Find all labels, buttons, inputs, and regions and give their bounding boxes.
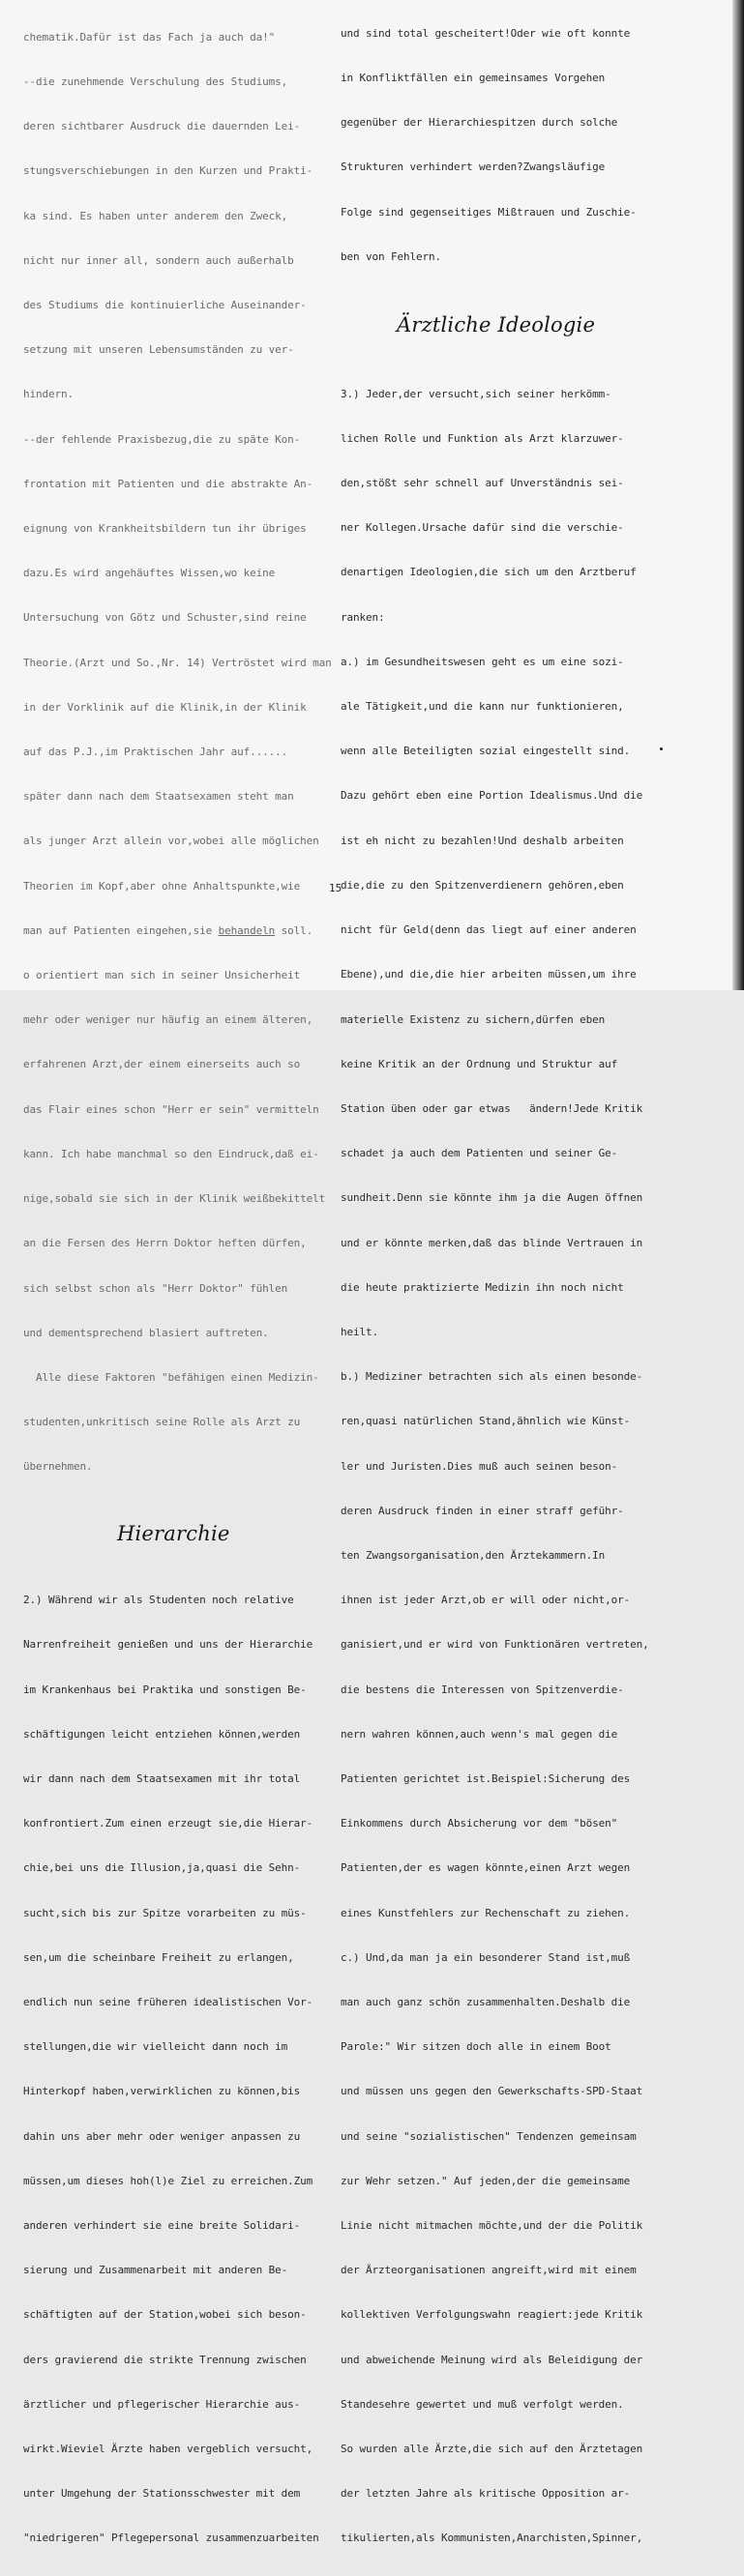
- text-line: sierung und Zusammenarbeit mit anderen Be-: [23, 2264, 288, 2277]
- text-line: Parole:" Wir sitzen doch alle in einem Boot: [341, 2040, 611, 2054]
- text-line: Ebene),und die,die hier arbeiten müssen,um ihre: [341, 968, 637, 981]
- text-line: wirkt.Wieviel Ärzte haben vergeblich versucht,: [23, 2443, 313, 2455]
- text-line: dazu.Es wird angehäuftes Wissen,wo keine: [23, 567, 276, 580]
- text-line: schäftigungen leicht entziehen können,werden: [23, 1727, 301, 1741]
- text-line: tikulierten,als Kommunisten,Anarchisten,Spinner,: [341, 2532, 643, 2545]
- text-line: erfahrenen Arzt,der einem einerseits auch so: [23, 1058, 301, 1071]
- text-line: heilt.: [341, 1325, 379, 1338]
- text-line: an die Fersen des Herrn Doktor heften dürfen,: [23, 1237, 307, 1250]
- text-line: anderen verhindert sie eine breite Solidari-: [23, 2218, 301, 2232]
- text-line: Station üben oder gar etwas ändern!Jede Kritik: [341, 1101, 643, 1115]
- text-line: der Ärzteorganisationen angreift,wird mit einem: [341, 2264, 637, 2277]
- text-line: studenten,unkritisch seine Rolle als Arzt zu: [23, 1416, 301, 1429]
- text-line: stungsverschiebungen in den Kurzen und Prakti-: [23, 164, 313, 178]
- text-line: 3.) Jeder,der versucht,sich seiner herkömm-: [341, 387, 611, 400]
- left-column: [23, 0, 332, 2576]
- text-line: konfrontiert.Zum einen erzeugt sie,die Hierar-: [23, 1817, 313, 1830]
- text-line: zur Wehr setzen." Auf jeden,der die gemeinsame: [341, 2174, 631, 2187]
- text-line: in der Vorklinik auf die Klinik,in der Klinik: [23, 700, 307, 714]
- text-line: Hinterkopf haben,verwirklichen zu können,bis: [23, 2085, 301, 2098]
- text-line: --die zunehmende Verschulung des Studiums,: [23, 75, 288, 89]
- text-line: schadet ja auch dem Patienten und seiner Ge-: [341, 1147, 618, 1160]
- text-line: chematik.Dafür ist das Fach ja auch da!": [23, 30, 276, 44]
- text-line: So wurden alle Ärzte,die sich auf den Ärztetagen: [341, 2443, 643, 2455]
- text-line: materielle Existenz zu sichern,dürfen eben: [341, 1012, 606, 1026]
- text-line: nicht nur inner all, sondern auch außerhalb: [23, 253, 294, 267]
- text-line: Einkommens durch Absicherung vor dem "bösen": [341, 1817, 618, 1830]
- text-line: übernehmen.: [23, 1460, 93, 1474]
- text-line: ler und Juristen.Dies muß auch seinen beson-: [341, 1459, 618, 1473]
- text-line: deren sichtbarer Ausdruck die dauernden Lei-: [23, 120, 301, 133]
- text-line: sundheit.Denn sie könnte ihm ja die Augen öffnen: [341, 1191, 643, 1205]
- text-line: Untersuchung von Götz und Schuster,sind reine: [23, 611, 307, 625]
- section-heading-hierarchie: Hierarchie: [117, 1521, 230, 1545]
- text-line: man auch ganz schön zusammenhalten.Deshalb die: [341, 1995, 631, 2008]
- text-line-behandeln: [23, 923, 329, 938]
- text-line: dahin uns aber mehr oder weniger anpassen zu: [23, 2129, 301, 2143]
- text-line: und seine "sozialistischen" Tendenzen gemeinsam: [341, 2129, 637, 2143]
- text-line: nicht für Geld(denn das liegt auf einer anderen: [341, 923, 637, 937]
- text-line: "niedrigeren" Pflegepersonal zusammenzuarbeiten: [23, 2532, 319, 2545]
- text-line: kann. Ich habe manchmal so den Eindruck,daß ei-: [23, 1147, 319, 1160]
- text-line: das Flair eines schon "Herr er sein" vermitteln: [23, 1102, 319, 1116]
- text-line: ten Zwangsorganisation,den Ärztekammern.In: [341, 1548, 606, 1562]
- text-line: ders gravierend die strikte Trennung zwischen: [23, 2353, 307, 2366]
- text-line: ka sind. Es haben unter anderem den Zweck,: [23, 209, 288, 222]
- text-line: sich selbst schon als "Herr Doktor" fühlen: [23, 1281, 288, 1295]
- text-line: als junger Arzt allein vor,wobei alle möglichen: [23, 834, 319, 848]
- text-line: ben von Fehlern.: [341, 249, 442, 263]
- text-line: ganisiert,und er wird von Funktionären vertreten,: [341, 1638, 649, 1652]
- text-line: Dazu gehört eben eine Portion Idealismus.Und die: [341, 789, 643, 803]
- text-line: setzung mit unseren Lebensumständen zu ver-: [23, 343, 294, 357]
- text-line: deren Ausdruck finden in einer straff geführ-: [341, 1504, 624, 1517]
- text-line: die bestens die Interessen von Spitzenverdie-: [341, 1683, 624, 1696]
- text-line: und dementsprechend blasiert auftreten.: [23, 1326, 269, 1339]
- text-line: frontation mit Patienten und die abstrakte An-: [23, 477, 313, 490]
- text-line: ärztlicher und pflegerischer Hierarchie aus-: [23, 2397, 301, 2411]
- text-line: ale Tätigkeit,und die kann nur funktionieren,: [341, 700, 624, 714]
- text-line: sucht,sich bis zur Spitze vorarbeiten zu müs-: [23, 1906, 307, 1919]
- text-line: eignung von Krankheitsbildern tun ihr übriges: [23, 522, 307, 536]
- text-line: ner Kollegen.Ursache dafür sind die verschie-: [341, 521, 624, 535]
- text-line: die heute praktizierte Medizin ihn noch nicht: [341, 1280, 624, 1294]
- text-line: stellungen,die wir vielleicht dann noch im: [23, 2040, 288, 2054]
- text-line: Standesehre gewertet und muß verfolgt werden.: [341, 2397, 624, 2411]
- text-line: Folge sind gegenseitiges Mißtrauen und Zuschie-: [341, 205, 637, 219]
- text-line: und abweichende Meinung wird als Beleidigung der: [341, 2353, 643, 2366]
- text-line: wenn alle Beteiligten sozial eingestellt sind.: [341, 745, 631, 758]
- text-line: --der fehlende Praxisbezug,die zu späte Kon-: [23, 432, 301, 446]
- page-edge-shadow: [732, 0, 744, 990]
- text-line: c.) Und,da man ja ein besonderer Stand ist,muß: [341, 1950, 631, 1964]
- text-line: ihnen ist jeder Arzt,ob er will oder nicht,or-: [341, 1594, 631, 1607]
- text-line: Patienten,der es wagen könnte,einen Arzt wegen: [341, 1861, 631, 1875]
- text-line: o orientiert man sich in seiner Unsicherheit: [23, 969, 301, 982]
- text-line: des Studiums die kontinuierliche Auseinander-: [23, 299, 307, 312]
- text-line: keine Kritik an der Ordnung und Struktur auf: [341, 1057, 618, 1070]
- text-line: schäftigten auf der Station,wobei sich beson-: [23, 2308, 307, 2322]
- text-line: kollektiven Verfolgungswahn reagiert:jede Kritik: [341, 2308, 643, 2322]
- text-line: und er könnte merken,daß das blinde Vertrauen in: [341, 1236, 643, 1249]
- text-line: wir dann nach dem Staatsexamen mit ihr total: [23, 1771, 301, 1785]
- text-line: und müssen uns gegen den Gewerkschafts-SPD-Staat: [341, 2085, 643, 2098]
- text-line: ist eh nicht zu bezahlen!Und deshalb arbeiten: [341, 834, 624, 847]
- text-line: Theorie.(Arzt und So.,Nr. 14) Vertröstet wird man: [23, 656, 332, 669]
- text-line: im Krankenhaus bei Praktika und sonstigen Be-: [23, 1683, 307, 1696]
- text-fragment: man auf Patienten eingehen,sie: [23, 923, 219, 937]
- text-line: gegenüber der Hierarchiespitzen durch solche: [341, 116, 618, 130]
- text-line: müssen,um dieses hoh(l)e Ziel zu erreichen.Zum: [23, 2174, 313, 2187]
- text-line: nige,sobald sie sich in der Klinik weißbekittelt: [23, 1192, 326, 1206]
- text-line: a.) im Gesundheitswesen geht es um eine sozi-: [341, 655, 624, 668]
- text-line: ren,quasi natürlichen Stand,ähnlich wie Künst-: [341, 1415, 631, 1428]
- text-line: und sind total gescheitert!Oder wie oft konnte: [341, 26, 631, 40]
- text-line: lichen Rolle und Funktion als Arzt klarzuwer-: [341, 431, 624, 445]
- text-line: eines Kunstfehlers zur Rechenschaft zu ziehen.: [341, 1906, 631, 1919]
- text-line: nern wahren können,auch wenn's mal gegen die: [341, 1727, 618, 1741]
- right-column: [341, 0, 704, 2576]
- text-fragment: soll.: [275, 923, 313, 937]
- section-heading-aerztliche-ideologie: Ärztliche Ideologie: [397, 313, 596, 337]
- text-line: b.) Mediziner betrachten sich als einen besonde-: [341, 1370, 643, 1384]
- text-line: auf das P.J.,im Praktischen Jahr auf......: [23, 746, 288, 759]
- text-line: Narrenfreiheit genießen und uns der Hierarchie: [23, 1638, 313, 1652]
- text-line: denartigen Ideologien,die sich um den Arztberuf: [341, 566, 637, 579]
- text-line: Linie nicht mitmachen möchte,und der die Politik: [341, 2218, 643, 2232]
- text-line: mehr oder weniger nur häufig an einem älteren,: [23, 1013, 313, 1027]
- text-line: endlich nun seine früheren idealistischen Vor-: [23, 1995, 313, 2008]
- underlined-word: behandeln: [218, 923, 276, 937]
- text-line: ranken:: [341, 610, 385, 624]
- text-line: Strukturen verhindert werden?Zwangsläufige: [341, 161, 606, 174]
- text-line: in Konfliktfällen ein gemeinsames Vorgehen: [341, 72, 606, 85]
- ink-speck: [660, 747, 663, 750]
- text-line: Alle diese Faktoren "befähigen einen Medizin-: [23, 1370, 319, 1384]
- text-line: sen,um die scheinbare Freiheit zu erlangen,: [23, 1950, 294, 1964]
- text-line: der letzten Jahre als kritische Opposition ar-: [341, 2487, 631, 2501]
- text-line: später dann nach dem Staatsexamen steht man: [23, 790, 294, 804]
- text-line: Patienten gerichtet ist.Beispiel:Sicherung des: [341, 1771, 631, 1785]
- text-line: Theorien im Kopf,aber ohne Anhaltspunkte,wie: [23, 879, 301, 893]
- text-line: hindern.: [23, 388, 74, 401]
- text-line: unter Umgehung der Stationsschwester mit dem: [23, 2487, 301, 2501]
- text-line: die,die zu den Spitzenverdienern gehören,eben: [341, 878, 624, 892]
- text-line: chie,bei uns die Illusion,ja,quasi die Sehn-: [23, 1861, 301, 1875]
- page-number: 15: [329, 882, 342, 894]
- text-line: den,stößt sehr schnell auf Unverständnis sei-: [341, 477, 624, 490]
- text-line: 2.) Während wir als Studenten noch relative: [23, 1594, 294, 1607]
